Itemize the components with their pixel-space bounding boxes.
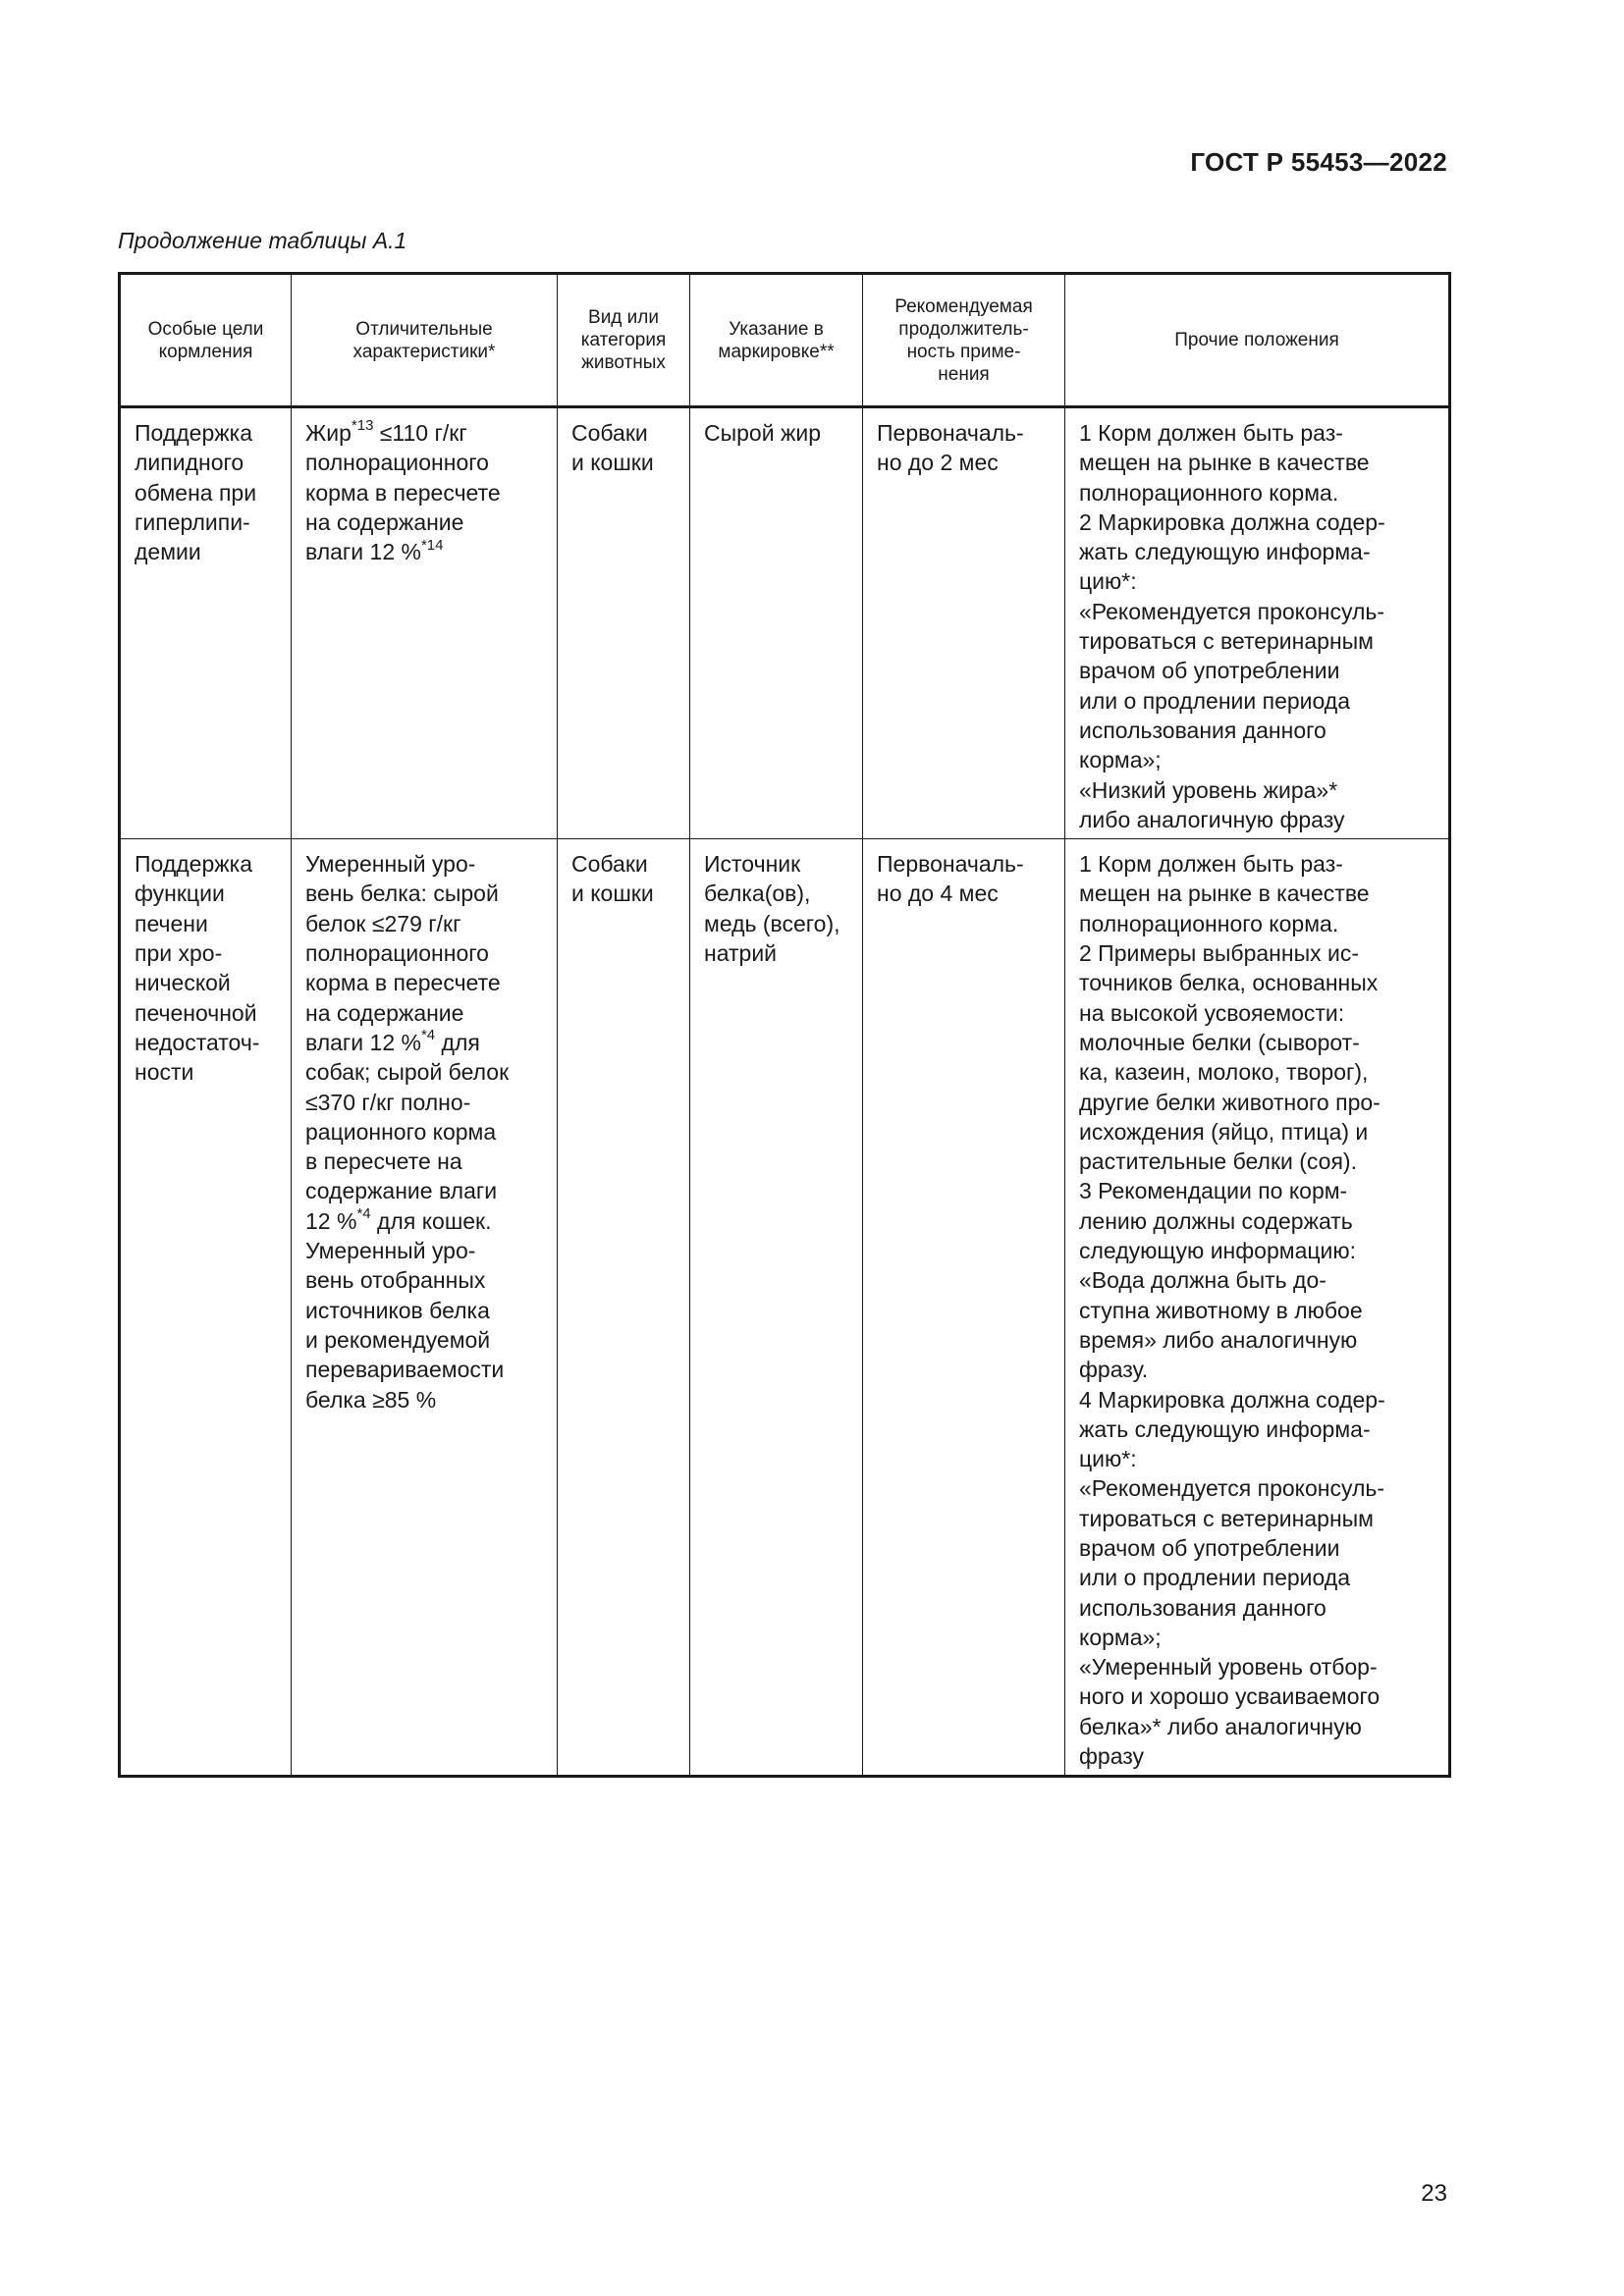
cell-text-fragment: влаги 12 % (305, 1029, 421, 1055)
cell-text-line: белка(ов), (704, 881, 811, 907)
cell-text-line: ≤370 г/кг полно- (305, 1089, 471, 1115)
cell-text-line: Первоначаль- (877, 420, 1024, 446)
cell-text-line: натрий (704, 940, 778, 967)
footnote-marker: *13 (351, 417, 374, 435)
cell-text-line: следующую информацию: (1079, 1238, 1357, 1264)
cell-text-line: жать следующую информа- (1079, 539, 1371, 565)
cell-text-line: Поддержка (135, 420, 252, 446)
cell-text-line: цию*: (1079, 1446, 1137, 1472)
cell-text-line: Собаки (571, 851, 648, 878)
cell-text-line: использования данного (1079, 1594, 1326, 1621)
footnote-marker: *14 (420, 536, 444, 554)
cell-text-line: на содержание (305, 999, 464, 1026)
cell-text-line: белка ≥85 % (305, 1386, 437, 1413)
column-header-line: продолжитель- (898, 318, 1029, 340)
requirements-table (118, 272, 1451, 1778)
cell-text-line: корма в пересчете (305, 970, 501, 996)
column-header-line: Указание в (729, 318, 824, 340)
cell-text-line: Первоначаль- (877, 851, 1024, 878)
cell-text-line: или о продлении периода (1079, 687, 1351, 714)
column-header-other-provisions (1065, 274, 1450, 407)
cell-text-line: липидного (135, 450, 244, 476)
cell-duration (863, 839, 1065, 1777)
cell-labelling (690, 407, 863, 839)
cell-text-line: вень белка: сырой (305, 881, 499, 907)
cell-text-fragment: ≤110 г/кг (373, 420, 467, 446)
cell-text-line: врачом об употреблении (1079, 1534, 1340, 1561)
cell-text-line: использования данного (1079, 717, 1326, 743)
cell-characteristics (292, 407, 558, 839)
cell-text-line: нической (135, 970, 231, 996)
cell-text-line: рационного корма (305, 1118, 497, 1145)
cell-text-line: растительные белки (соя). (1079, 1148, 1357, 1175)
table-body (120, 407, 1450, 1777)
cell-text-line: функции (135, 881, 225, 907)
cell-text-line: в пересчете на (305, 1148, 462, 1175)
cell-text-line: но до 2 мес (877, 450, 999, 476)
cell-text-line: полнорационного корма. (1079, 910, 1339, 936)
cell-text-line: молочные белки (сыворот- (1079, 1029, 1360, 1055)
cell-other-provisions (1065, 407, 1450, 839)
cell-text-line: другие белки животного про- (1079, 1089, 1380, 1115)
cell-text-line: на высокой усвояемости: (1079, 999, 1345, 1026)
column-header-line: категория (580, 330, 667, 350)
column-header-line: Вид или (588, 307, 659, 328)
footnote-marker: *4 (420, 1027, 436, 1044)
cell-text-line: мещен на рынке в качестве (1079, 450, 1370, 476)
column-header-feeding-purpose (120, 274, 292, 407)
cell-text-line: исхождения (яйцо, птица) и (1079, 1118, 1369, 1145)
cell-text-line: на содержание (305, 508, 464, 535)
table-header (120, 274, 1450, 407)
column-header-line: ность приме- (906, 341, 1021, 362)
cell-animal-category (558, 407, 690, 839)
cell-text-line (305, 1028, 547, 1057)
cell-text-line: 4 Маркировка должна содер- (1079, 1386, 1385, 1413)
cell-feeding-purpose (120, 839, 292, 1777)
table-row (120, 839, 1450, 1777)
cell-text-line: Поддержка (135, 851, 252, 878)
cell-text-line: Источник (704, 851, 801, 878)
cell-text-line: белка»* либо аналогичную (1079, 1713, 1362, 1739)
cell-text-line: обмена при (135, 479, 257, 506)
cell-text-line: тироваться с ветеринарным (1079, 628, 1374, 655)
cell-text-line: недостаточ- (135, 1029, 260, 1055)
cell-text-line: и рекомендуемой (305, 1326, 491, 1353)
cell-text-line: Сырой жир (704, 420, 821, 446)
column-header-line: маркировке** (718, 341, 835, 362)
cell-text-line: время» либо аналогичную (1079, 1326, 1358, 1353)
cell-text-line: гиперлипи- (135, 508, 250, 535)
cell-text-line: ка, казеин, молоко, творог), (1079, 1059, 1369, 1086)
table-caption: Продолжение таблицы А.1 (118, 228, 407, 253)
cell-text-line: точников белка, основанных (1079, 970, 1379, 996)
cell-text-line (305, 1206, 547, 1236)
cell-text-line: 2 Примеры выбранных ис- (1079, 940, 1360, 967)
cell-text-line: 1 Корм должен быть раз- (1079, 420, 1343, 446)
column-header-characteristics (292, 274, 558, 407)
cell-text-line: 1 Корм должен быть раз- (1079, 851, 1343, 878)
cell-text-line: лению должны содержать (1079, 1207, 1353, 1234)
column-header-line: Рекомендуемая (894, 295, 1033, 317)
column-header-line: Прочие положения (1174, 330, 1339, 350)
column-header-duration (863, 274, 1065, 407)
cell-text-line: «Вода должна быть до- (1079, 1267, 1326, 1294)
cell-text-line: ности (135, 1059, 194, 1086)
cell-text-fragment: влаги 12 % (305, 539, 421, 565)
cell-text-line: корма в пересчете (305, 479, 501, 506)
cell-text-line: корма»; (1079, 1624, 1162, 1650)
column-header-line: характеристики* (352, 341, 496, 362)
cell-text-line: 2 Маркировка должна содер- (1079, 508, 1385, 535)
cell-text-line: источников белка (305, 1297, 490, 1323)
document-id: ГОСТ Р 55453—2022 (1190, 147, 1447, 177)
column-header-line: животных (581, 352, 666, 373)
column-header-line: нения (938, 363, 990, 385)
cell-text-line (305, 418, 547, 448)
cell-text-line: «Рекомендуется проконсуль- (1079, 598, 1385, 624)
cell-text-fragment: 12 % (305, 1207, 357, 1234)
cell-text-line: фразу (1079, 1743, 1145, 1770)
page-number: 23 (1421, 2180, 1447, 2207)
cell-text-line: «Низкий уровень жира»* (1079, 776, 1338, 803)
cell-text-line: белок ≤279 г/кг (305, 910, 461, 936)
cell-text-line: вень отобранных (305, 1267, 486, 1294)
cell-text-line: «Умеренный уровень отбор- (1079, 1654, 1378, 1681)
cell-other-provisions (1065, 839, 1450, 1777)
cell-text-line: ного и хорошо усваиваемого (1079, 1683, 1380, 1710)
cell-text-line: либо аналогичную фразу (1079, 806, 1345, 832)
column-header-line: кормления (158, 341, 253, 362)
cell-text-line: Собаки (571, 420, 648, 446)
cell-text-line: «Рекомендуется проконсуль- (1079, 1475, 1385, 1502)
cell-text-line: полнорационного (305, 940, 489, 967)
cell-text-line: печени (135, 910, 208, 936)
cell-animal-category (558, 839, 690, 1777)
cell-text-line: Умеренный уро- (305, 1238, 476, 1264)
cell-text-line: но до 4 мес (877, 881, 999, 907)
cell-text-line: ступна животному в любое (1079, 1297, 1363, 1323)
cell-duration (863, 407, 1065, 839)
cell-text-line: 3 Рекомендации по корм- (1079, 1178, 1348, 1204)
cell-feeding-purpose (120, 407, 292, 839)
cell-text-line: перевариваемости (305, 1357, 505, 1383)
cell-text-line: тироваться с ветеринарным (1079, 1505, 1374, 1531)
cell-text-line: мещен на рынке в качестве (1079, 881, 1370, 907)
cell-text-line: врачом об употреблении (1079, 658, 1340, 684)
table-row (120, 407, 1450, 839)
cell-text-line (305, 537, 547, 566)
cell-text-fragment: для кошек. (370, 1207, 492, 1234)
cell-text-line: и кошки (571, 450, 654, 476)
cell-text-line: медь (всего), (704, 910, 840, 936)
cell-labelling (690, 839, 863, 1777)
cell-text-line: печеночной (135, 999, 257, 1026)
cell-text-line: жать следующую информа- (1079, 1415, 1371, 1442)
cell-text-line: содержание влаги (305, 1178, 498, 1204)
cell-text-line: Умеренный уро- (305, 851, 476, 878)
cell-text-line: полнорационного (305, 450, 489, 476)
column-header-labelling (690, 274, 863, 407)
cell-text-fragment: Жир (305, 420, 352, 446)
table-header-row (120, 274, 1450, 407)
cell-text-line: и кошки (571, 881, 654, 907)
cell-text-line: корма»; (1079, 747, 1162, 774)
cell-text-line: полнорационного корма. (1079, 479, 1339, 506)
column-header-line: Особые цели (147, 318, 264, 340)
cell-text-line: цию*: (1079, 568, 1137, 595)
cell-text-line: или о продлении периода (1079, 1565, 1351, 1591)
footnote-marker: *4 (356, 1205, 371, 1223)
cell-characteristics (292, 839, 558, 1777)
cell-text-fragment: для (435, 1029, 480, 1055)
cell-text-line: собак; сырой белок (305, 1059, 510, 1086)
cell-text-line: фразу. (1079, 1357, 1149, 1383)
cell-text-line: демии (135, 539, 201, 565)
column-header-animal-category (558, 274, 690, 407)
cell-text-line: при хро- (135, 940, 223, 967)
column-header-line: Отличительные (355, 318, 493, 340)
